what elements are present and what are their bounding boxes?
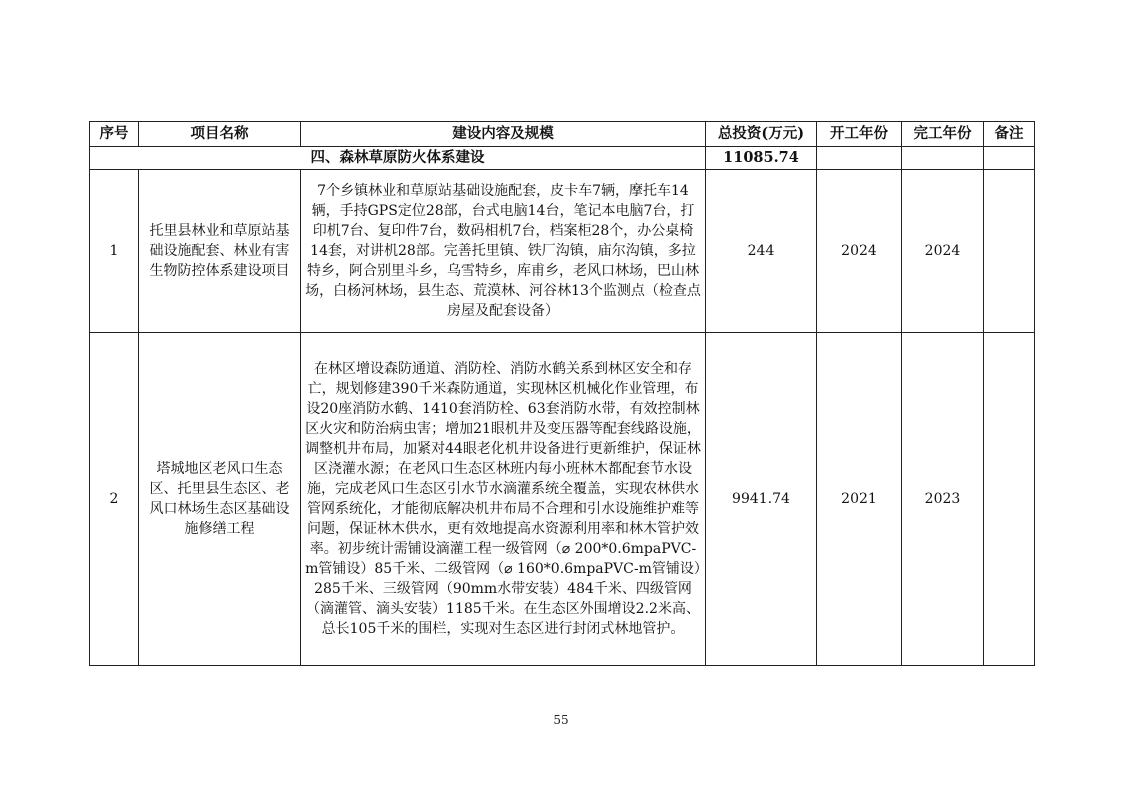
row-project-name: 塔城地区老风口生态区、托里县生态区、老风口林场生态区基础设施修缮工程 <box>139 333 301 666</box>
header-end-year: 完工年份 <box>902 122 984 147</box>
row-end-year: 2024 <box>902 170 984 333</box>
section-empty-cell <box>984 147 1035 170</box>
header-investment: 总投资(万元) <box>706 122 817 147</box>
table-row <box>90 333 1035 666</box>
header-start-year: 开工年份 <box>817 122 902 147</box>
row-remark <box>984 170 1035 333</box>
row-content: 在林区增设森防通道、消防栓、消防水鹤关系到林区安全和存亡，规划修建390千米森防通道，实现林区机械化作业管理，布设20座消防水鹤、1410套消防栓、63套消防水带，有效控制林区火灾和防治病虫害；增加21眼机井及变压器等配套线路设施，调整机井布局，加紧对44眼老化机井设备进行更新维护，保证林区浇灌水源；在老风口生态区林班内每小班林木都配套节水设施，完成老风口生态区引水节水滴灌系统全覆盖，实现农林供水管网系统化，才能彻底解决机井布局不合理和引水设施维护难等问题，保证林木供水，更有效地提高水资源利用率和林木管护效率。初步统计需铺设滴灌工程一级管网（⌀ 200*0.6mpaPVC-m管铺设）85千米、二级管网（⌀ 160*0.6mpaPVC-m管铺设）285千米、三级管网（90mm水带安装）484千米、四级管网（滴灌管、滴头安装）1185千米。在生态区外围增设2.2米高、总长105千米的围栏，实现对生态区进行封闭式林地管护。 <box>301 333 706 666</box>
header-name: 项目名称 <box>139 122 301 147</box>
row-remark <box>984 333 1035 666</box>
row-start-year: 2024 <box>817 170 902 333</box>
header-remark: 备注 <box>984 122 1035 147</box>
page-number: 55 <box>553 713 569 727</box>
row-start-year: 2021 <box>817 333 902 666</box>
section-title: 四、森林草原防火体系建设 <box>90 147 706 170</box>
row-index: 2 <box>90 333 139 666</box>
table-row <box>90 170 1035 333</box>
project-table <box>89 121 1035 666</box>
section-investment: 11085.74 <box>706 147 817 170</box>
row-end-year: 2023 <box>902 333 984 666</box>
row-project-name: 托里县林业和草原站基础设施配套、林业有害生物防控体系建设项目 <box>139 170 301 333</box>
section-row <box>90 147 1035 170</box>
row-investment: 9941.74 <box>706 333 817 666</box>
section-empty-cell <box>902 147 984 170</box>
row-content: 7个乡镇林业和草原站基础设施配套，皮卡车7辆，摩托车14辆，手持GPS定位28部，台式电脑14台，笔记本电脑7台，打印机7台、复印件7台，数码相机7台，档案柜28个，办公桌椅14套，对讲机28部。完善托里镇、铁厂沟镇，庙尔沟镇，多拉特乡，阿合别里斗乡，乌雪特乡，库甫乡，老风口林场，巴山林场，白杨河林场，县生态、荒漠林、河谷林13个监测点（检查点房屋及配套设备） <box>301 170 706 333</box>
header-content: 建设内容及规模 <box>301 122 706 147</box>
header-index: 序号 <box>90 122 139 147</box>
header-row <box>90 122 1035 147</box>
section-empty-cell <box>817 147 902 170</box>
row-investment: 244 <box>706 170 817 333</box>
row-index: 1 <box>90 170 139 333</box>
